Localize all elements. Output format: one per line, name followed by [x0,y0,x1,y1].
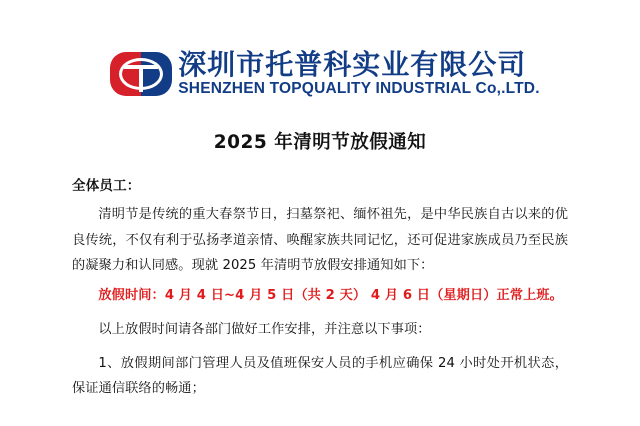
paragraph-notice: 以上放假时间请各部门做好工作安排，并注意以下事项： [98,321,431,337]
company-name-block [178,49,539,99]
document-body [0,128,640,402]
salutation: 全体员工： [72,178,141,194]
company-name-chinese: 深圳市托普科实业有限公司 [178,48,527,82]
logo-crossbar-vertical [139,65,143,92]
paragraph-intro: 清明节是传统的重大春祭节日，扫墓祭祀、缅怀祖先，是中华民族自古以来的优良传统，不仅有利于弘扬孝道亲情、唤醒家族共同记忆，还可促进家族成员乃至民族的凝聚力和认同感。现就 2025 年清明节放假安排通知如下： [72,207,568,274]
company-name-english: SHENZHEN TOPQUALITY INDUSTRIAL Co,.LTD. [178,80,540,98]
topquality-logo-icon [110,46,172,102]
letterhead [0,0,640,102]
page-title: 2025 年清明节放假通知 [213,132,427,153]
holiday-dates-line: 放假时间：4 月 4 日~4 月 5 日（共 2 天） 4 月 6 日（星期日）正常上班。 [98,288,563,304]
list-item-1: 1、放假期间部门管理人员及值班保安人员的手机应确保 24 小时处开机状态，保证通信联络的畅通； [72,355,568,397]
